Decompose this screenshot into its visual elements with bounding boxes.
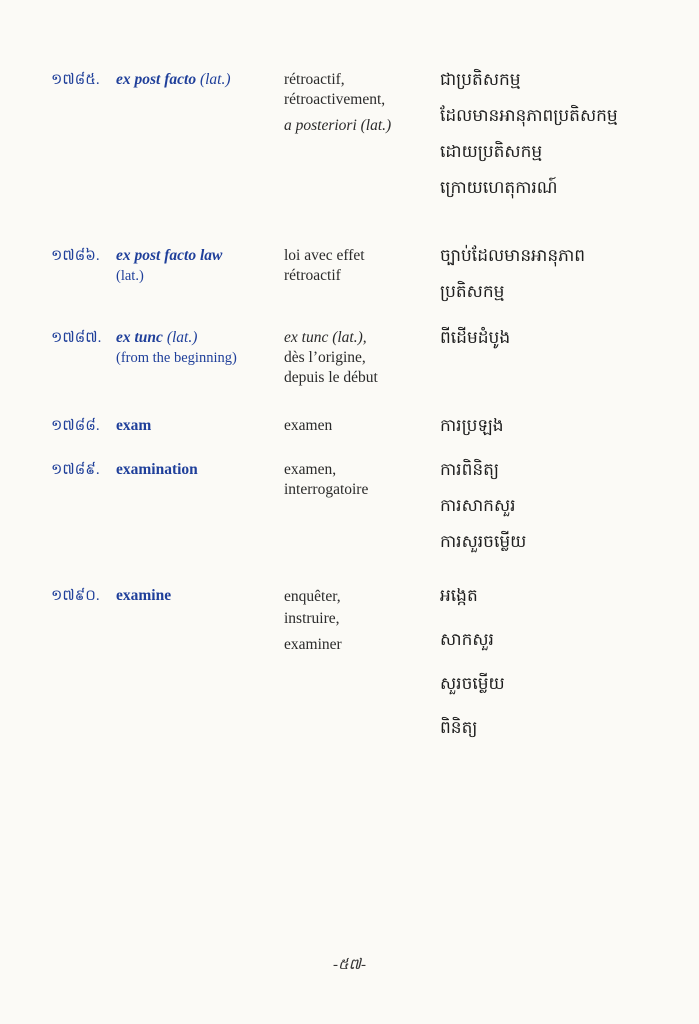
khmer-line: ដោយប្រតិសកម្ម [440,142,543,161]
french-line: interrogatoire [284,481,369,498]
french-translation [284,328,378,388]
khmer-translation [440,408,504,444]
french-line: instruire, [284,610,340,627]
term-text: examination [116,461,198,478]
khmer-line: ការពិនិត្យ [440,460,500,479]
entry-number: ១៧៨៥. [51,72,100,88]
french-line: enquêter, [284,588,341,605]
term-text: ex tunc [116,329,163,346]
term-text: ex post facto [116,71,197,88]
khmer-line: ច្បាប់ដែលមានអានុភាព [440,246,586,265]
term-text: exam [116,417,152,434]
khmer-line: ពិនិត្យ [440,718,478,737]
french-translation [284,460,368,500]
french-line: depuis le début [284,369,378,386]
french-translation [284,416,332,436]
entry-number: ១៧៨៦. [51,248,100,264]
khmer-translation [440,578,505,746]
khmer-translation [440,320,510,356]
khmer-line: ដែលមានអានុភាពប្រតិសកម្ម [440,106,618,125]
entry-number: ១៧៨៨. [51,418,100,434]
khmer-line: ក្រោយហេតុការណ៍ [440,178,558,197]
khmer-translation [440,62,618,206]
khmer-line: ពីដើមដំបូង [440,328,511,347]
entry-term [116,246,222,286]
french-line: examen, [284,461,337,478]
khmer-translation [440,452,526,560]
term-text: ex post facto law [116,247,223,264]
french-line: ex tunc (lat.), [284,329,367,346]
khmer-line: ការប្រឡង [440,416,504,435]
french-line: examen [284,417,333,434]
khmer-line: សាកសួរ [440,630,494,649]
french-line: a posteriori (lat.) [284,117,392,134]
entry-number: ១៧៩០. [51,588,100,604]
term-note: (lat.) [199,71,231,88]
french-line: examiner [284,636,342,653]
khmer-line: ប្រតិសកម្ម [440,282,505,301]
term-note: (lat.) [116,268,144,284]
french-line: rétroactif [284,267,341,284]
french-translation [284,246,365,286]
entry-number: ១៧៨៩. [51,462,100,478]
khmer-translation [440,238,585,310]
entry-term [116,70,231,90]
entry-term [116,416,151,436]
khmer-line: ការសួរចម្លើយ [440,532,527,551]
term-note: (lat.) [166,329,198,346]
french-line: dès l’origine, [284,349,366,366]
entry-term [116,328,237,368]
term-text: examine [116,587,172,604]
french-translation [284,70,391,136]
entry-number: ១៧៨៧. [51,330,102,346]
term-gloss: (from the beginning) [116,350,237,366]
french-line: loi avec effet [284,247,365,264]
khmer-line: ជាប្រតិសកម្ម [440,70,521,89]
french-line: rétroactivement, [284,91,386,108]
khmer-line: ការសាកសួរ [440,496,516,515]
khmer-line: អង្កេត [440,586,478,605]
entry-term [116,586,171,606]
page-number: -៥៧- [333,957,366,973]
khmer-line: សួរចម្លើយ [440,674,505,693]
french-translation [284,586,342,656]
entry-term [116,460,198,480]
french-line: rétroactif, [284,71,345,88]
